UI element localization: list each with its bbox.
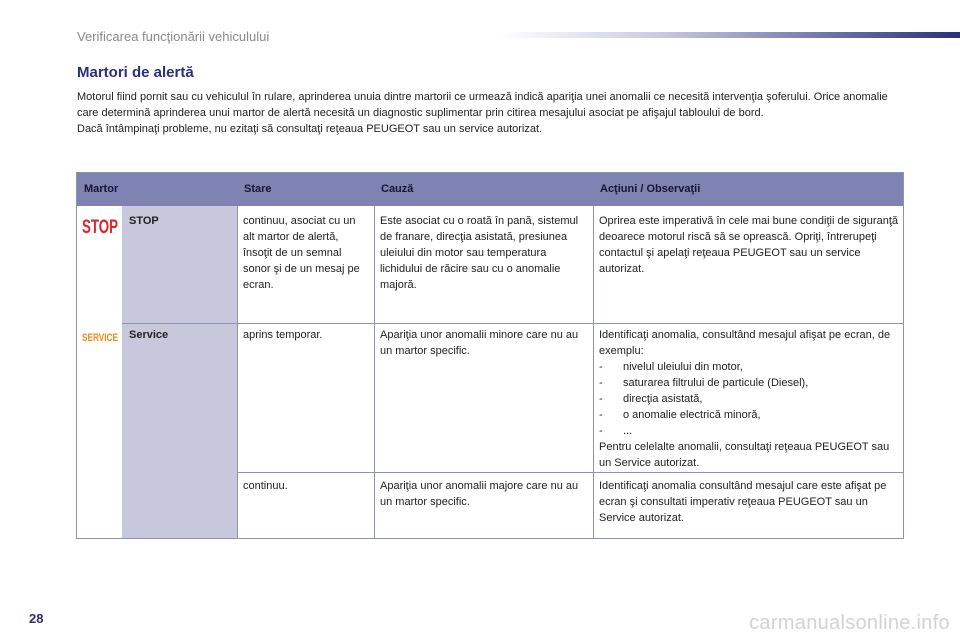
column-header-actiuni: Acţiuni / Observaţii (593, 173, 903, 206)
service-state-temporary: aprins temporar. (243, 329, 323, 341)
column-header-stare: Stare (237, 173, 374, 206)
stop-icon-text: STOP (82, 217, 119, 238)
intro-text (77, 89, 907, 137)
service-cause-minor: Apariţia unor anomalii minore care nu au un martor specific. (380, 329, 579, 357)
list-item (599, 375, 899, 391)
list-item-text: nivelul uleiului din motor, (623, 361, 743, 373)
column-divider (237, 206, 238, 538)
row-divider (237, 472, 903, 473)
stop-icon (81, 216, 119, 236)
stop-light-name: STOP (129, 215, 159, 227)
intro-paragraph: Dacă întâmpinaţi probleme, nu ezitaţi să consultaţi reţeaua PEUGEOT sau un service autorizat. (77, 123, 543, 135)
list-item (599, 407, 899, 423)
intro-paragraph: Motorul fiind pornit sau cu vehiculul în rulare, aprinderea unuia dintre martorii ce urmează indică apariţia unei anomalii ce necesită intervenţia şoferului. Orice anomalie care determină aprinderea unui martor de alertă necesită un diagnostic suplimentar prin citirea mesajului asociat pe afişajul tabloului de bord. (77, 91, 888, 119)
service-state-continuous: continuu. (243, 480, 288, 492)
list-item (599, 359, 899, 375)
service-icon (81, 330, 119, 343)
service-action-outro: Pentru celelalte anomalii, consultaţi reţeaua PEUGEOT sau un Service autorizat. (599, 441, 890, 469)
watermark: carmanualsonline.info (749, 612, 950, 634)
page-header-title: Verificarea funcţionării vehiculului (77, 29, 270, 44)
service-light-name: Service (129, 329, 169, 341)
page-number: 28 (29, 611, 44, 626)
service-action-major: Identificaţi anomalia consultând mesajul care este afişat pe ecran şi consultati imperativ reţeaua PEUGEOT sau un Service autorizat. (599, 480, 887, 524)
list-item-text: saturarea filtrului de particule (Diesel), (623, 377, 809, 389)
warning-lights-table (76, 172, 904, 539)
list-dash: - (599, 393, 603, 405)
section-title: Martori de alertă (77, 64, 194, 81)
column-divider (374, 206, 375, 538)
row-divider (122, 323, 903, 324)
column-header-martor: Martor (77, 173, 237, 206)
list-dash: - (599, 377, 603, 389)
service-icon-text: SERVICE (82, 332, 118, 344)
list-dash: - (599, 425, 603, 437)
list-item-text: ... (623, 425, 633, 437)
list-dash: - (599, 361, 603, 373)
service-action-intro: Identificaţi anomalia, consultând mesajul afişat pe ecran, de exemplu: (599, 329, 891, 357)
column-header-cauza: Cauză (374, 173, 593, 206)
list-dash: - (599, 409, 603, 421)
header-decor-bar (500, 32, 960, 38)
stop-action: Oprirea este imperativă în cele mai bune condiţii de siguranţă deoarece motorul riscă să se oprească. Opriţi, întrerupeţi contactul şi apelaţi reţeaua PEUGEOT sau un service autorizat. (599, 215, 898, 275)
list-item-text: o anomalie electrică minoră, (623, 409, 761, 421)
list-item (599, 423, 899, 439)
name-column (122, 206, 237, 538)
column-divider (593, 206, 594, 538)
service-action-minor (599, 327, 899, 471)
icon-column (77, 206, 123, 538)
stop-cause: Este asociat cu o roată în pană, sistemul de franare, direcţia asistată, presiunea uleiului din motor sau temperatura lichidului de răcire sau cu o anomalie majoră. (380, 215, 579, 291)
list-item (599, 391, 899, 407)
stop-state: continuu, asociat cu un alt martor de alertă, însoţit de un semnal sonor şi de un mesaj pe ecran. (243, 215, 360, 291)
list-item-text: direcţia asistată, (623, 393, 703, 405)
service-cause-major: Apariţia unor anomalii majore care nu au un martor specific. (380, 480, 579, 508)
